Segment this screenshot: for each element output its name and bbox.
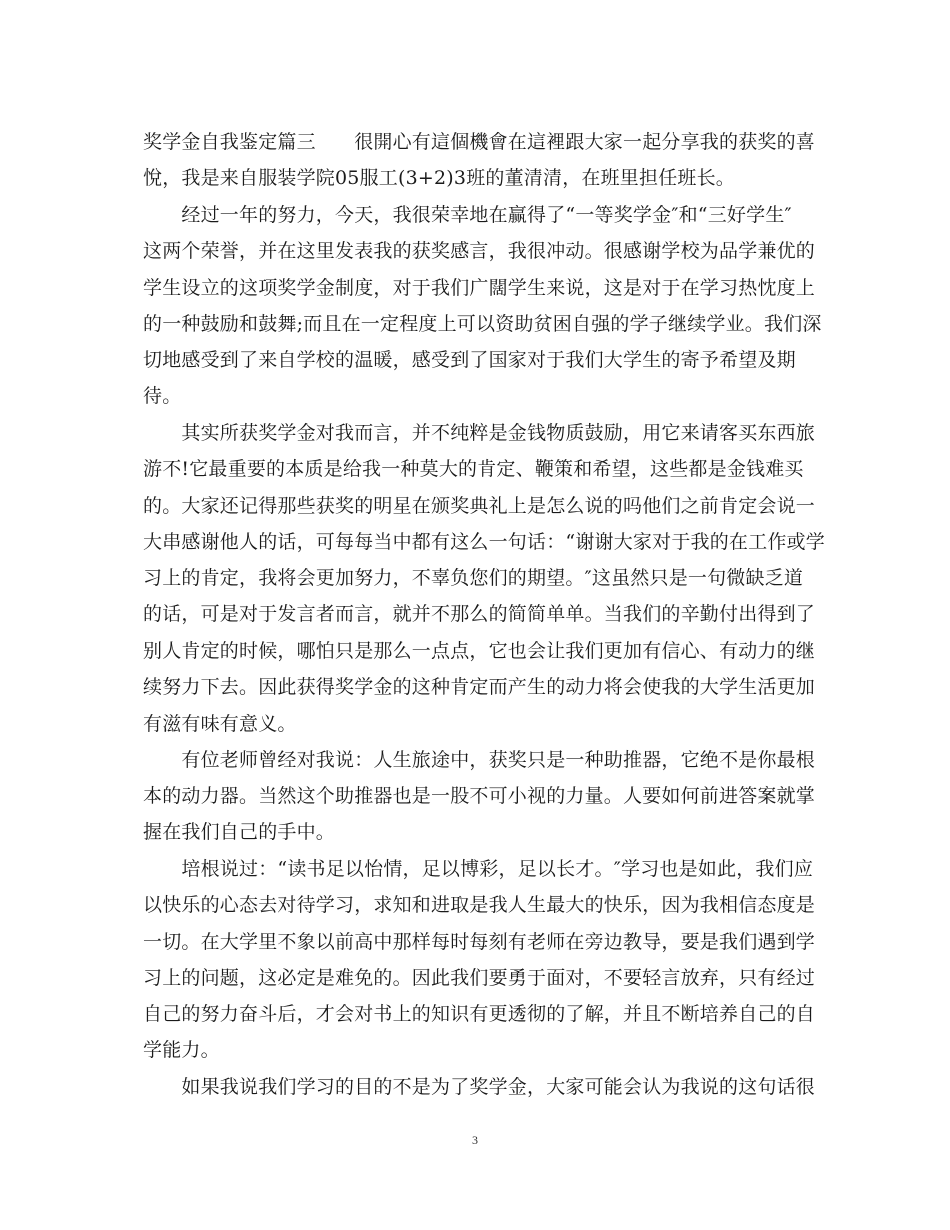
text-line-23: 一切。在大学里不象以前高中那样每时每刻有老师在旁边教导，要是我们遇到学	[143, 931, 816, 953]
text-line-17: 有滋有味有意义。	[143, 713, 297, 735]
text-line-4: 这两个荣誉，并在这里发表我的获奖感言，我很冲动。很感谢学校为品学兼优的	[143, 240, 816, 262]
text-line-25: 自己的努力奋斗后，才会对书上的知识有更透彻的了解，并且不断培养自己的自	[143, 1003, 816, 1025]
text-line-16: 续努力下去。因此获得奖学金的这种肯定而产生的动力将会使我的大学生活更加	[143, 676, 816, 698]
text-line-12: 大串感谢他人的话，可每每当中都有这么一句话：“谢谢大家对于我的在工作或学	[143, 531, 825, 553]
text-line-7: 切地感受到了来自学校的温暖，感受到了国家对于我们大学生的寄予希望及期	[143, 349, 796, 371]
text-line-26: 学能力。	[143, 1039, 220, 1061]
text-line-10: 游不!它最重要的本质是给我一种莫大的肯定、鞭策和希望，这些都是金钱难买	[143, 458, 804, 480]
text-line-2: 悅，我是来自服装学院05服工(3+2)3班的董清清，在班里担任班长。	[143, 167, 735, 189]
text-line-15: 别人肯定的时候，哪怕只是那么一点点，它也会让我们更加有信心、有动力的继	[143, 640, 816, 662]
text-line-1: 奖学金自我鉴定篇三 很開心有這個機會在這裡跟大家一起分享我的获奖的喜	[143, 131, 816, 153]
text-line-5: 学生设立的这项奖学金制度，对于我们广闊学生来说，这是对于在学习热忱度上	[143, 277, 816, 299]
text-line-3: 经过一年的努力，今天，我很荣幸地在赢得了“一等奖学金″和“三好学生″	[143, 204, 792, 226]
text-line-18: 有位老师曾经对我说：人生旅途中，获奖只是一种助推器，它绝不是你最根	[143, 749, 816, 771]
text-line-20: 握在我们自己的手中。	[143, 821, 336, 843]
text-line-19: 本的动力器。当然这个助推器也是一股不可小视的力量。人要如何前进答案就掌	[143, 785, 816, 807]
text-line-21: 培根说过：“读书足以怡情，足以博彩，足以长才。″学习也是如此，我们应	[143, 858, 814, 880]
text-line-13: 习上的肯定，我将会更加努力，不辜负您们的期望。″这虽然只是一句微缺乏道	[143, 567, 804, 589]
text-line-27: 如果我说我们学习的目的不是为了奖学金，大家可能会认为我说的这句话很	[143, 1076, 816, 1098]
text-line-8: 待。	[143, 385, 182, 407]
text-line-14: 的话，可是对于发言者而言，就并不那么的简简单单。当我们的辛勤付出得到了	[143, 603, 816, 625]
page-number: 3	[472, 1133, 478, 1147]
text-line-11: 的。大家还记得那些获奖的明星在颁奖典礼上是怎么说的吗他们之前肯定会说一	[143, 495, 816, 517]
text-line-22: 以快乐的心态去对待学习，求知和进取是我人生最大的快乐，因为我相信态度是	[143, 894, 816, 916]
text-line-9: 其实所获奖学金对我而言，并不纯粹是金钱物质鼓励，用它来请客买东西旅	[143, 422, 816, 444]
text-line-6: 的一种鼓励和鼓舞;而且在一定程度上可以资助贫困自强的学子继续学业。我们深	[143, 313, 822, 335]
text-line-24: 习上的问题，这必定是难免的。因此我们要勇于面对，不要轻言放弃，只有经过	[143, 967, 816, 989]
